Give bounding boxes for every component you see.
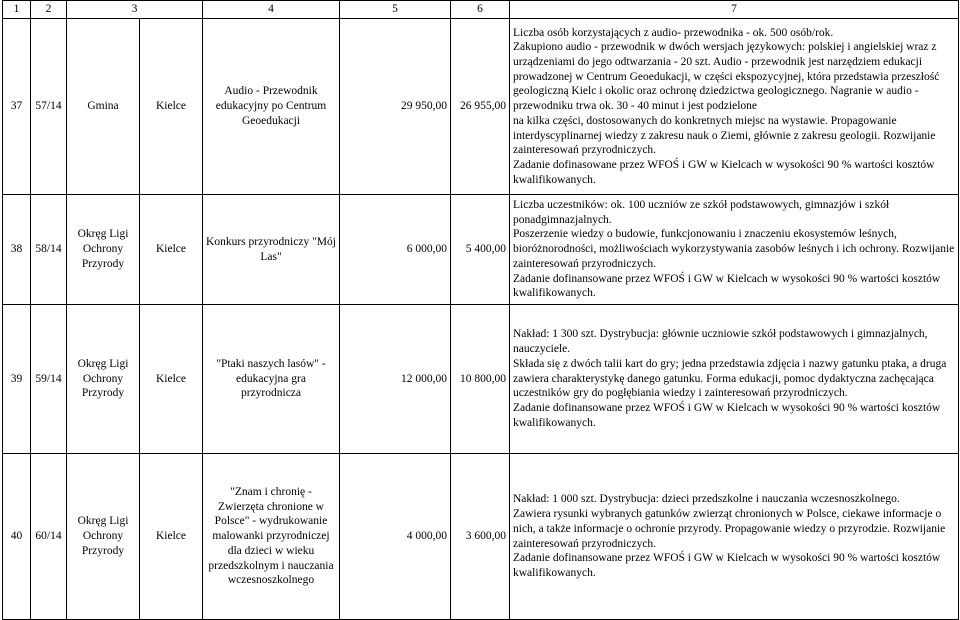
description-line: Zadanie dofinansowane przez WFOŚ i GW w Kielcach w wysokości 90 % wartości kosztów kwalifikowanych.	[513, 272, 941, 300]
header-col-6: 6	[451, 1, 510, 19]
task-description	[510, 195, 959, 305]
table-row	[3, 305, 959, 454]
city: Kielce	[140, 19, 203, 195]
description-line: Zadanie dofinasowane przez WFOŚ i GW w Kielcach w wysokości 90 % wartości kosztów kwalifikowanych.	[513, 159, 935, 186]
table-row	[3, 454, 959, 620]
task-description	[510, 454, 959, 620]
task-title: "Znam i chronię - Zwierzęta chronione w Polsce" - wydrukowanie malowanki przyrodniczej dla dzieci w wieku przedszkolnym i nauczania wczesnoszkolnego	[203, 454, 340, 620]
header-col-4: 4	[203, 1, 340, 19]
description-line: Zadanie dofinansowane przez WFOŚ i GW w Kielcach w wysokości 90 % wartości kosztów kwalifikowanych.	[513, 552, 941, 579]
table-row	[3, 19, 959, 195]
description-line: Składa się z dwóch talii kart do gry; jedna przedstawia zdjęcia i nazwy gatunku ptaka, a druga zawiera charakterystykę danego gatunku. Forma edukacji, pomoc dydaktyczna zachęcająca uczestników gry do pogłębiania wiedzy i zainteresowań przyrodniczych.	[513, 357, 947, 400]
grant-amount: 10 800,00	[451, 305, 510, 454]
table-row	[3, 195, 959, 305]
description-line: Nakład: 1 000 szt. Dystrybucja: dzieci przedszkolne i nauczania wczesnoszkolnego.	[513, 493, 900, 506]
row-number: 40	[3, 454, 31, 620]
task-description	[510, 305, 959, 454]
beneficiary: Okręg Ligi Ochrony Przyrody	[67, 195, 140, 305]
application-number: 58/14	[31, 195, 67, 305]
description-line: Zakupiono audio - przewodnik w dwóch wersjach językowych: polskiej i angielskiej wraz z urządzeniami do jego odtwarzania - 20 szt. Audio - przewodnik jest narzędziem edukacji prowadzonej w Centrum Geoedukacji, w części ekspozycyjnej, która przedstawia przeszłość geologiczną Kielc i okolic oraz ochronę dziedzictwa geologicznego. Nagranie w audio - przewodniku trwa ok. 30 - 40 minut i jest podzielone	[513, 41, 940, 113]
task-description	[510, 19, 959, 195]
city: Kielce	[140, 195, 203, 305]
beneficiary: Okręg Ligi Ochrony Przyrody	[67, 454, 140, 620]
grant-amount: 3 600,00	[451, 454, 510, 620]
task-title: Konkurs przyrodniczy "Mój Las"	[203, 195, 340, 305]
task-title: Audio - Przewodnik edukacyjny po Centrum Geoedukacji	[203, 19, 340, 195]
description-line: Nakład: 1 300 szt. Dystrybucja: głównie uczniowie szkół podstawowych i gimnazjalnych, nauczyciele.	[513, 328, 928, 356]
grant-amount: 5 400,00	[451, 195, 510, 305]
application-number: 57/14	[31, 19, 67, 195]
task-cost: 29 950,00	[340, 19, 451, 195]
description-line: Zadanie dofinansowane przez WFOŚ i GW w Kielcach w wysokości 90 % wartości kosztów kwalifikowanych.	[513, 402, 941, 429]
application-number: 60/14	[31, 454, 67, 620]
task-cost: 12 000,00	[340, 305, 451, 454]
grant-amount: 26 955,00	[451, 19, 510, 195]
description-line: Liczba uczestników: ok. 100 uczniów ze szkół podstawowych, gimnazjów i szkół ponadgimnazjalnych.	[513, 198, 890, 226]
beneficiary: Gmina	[67, 19, 140, 195]
city: Kielce	[140, 454, 203, 620]
header-col-7: 7	[510, 1, 959, 19]
beneficiary: Okręg Ligi Ochrony Przyrody	[67, 305, 140, 454]
grants-table	[2, 0, 959, 620]
header-col-3: 3	[67, 1, 203, 19]
description-line: na kilka części, dostosowanych do konkretnych miejsc na wystawie. Propagowanie interdyscyplinarnej wiedzy z zakresu nauk o Ziemi, głównie z zakresu geologii. Rozwijanie zainteresowań przyrodniczych.	[513, 114, 936, 157]
header-col-1: 1	[3, 1, 31, 19]
row-number: 37	[3, 19, 31, 195]
row-number: 39	[3, 305, 31, 454]
task-cost: 6 000,00	[340, 195, 451, 305]
city: Kielce	[140, 305, 203, 454]
header-row	[3, 1, 959, 19]
row-number: 38	[3, 195, 31, 305]
header-col-2: 2	[31, 1, 67, 19]
description-line: Liczba osób korzystających z audio- przewodnika - ok. 500 osób/rok.	[513, 26, 834, 39]
description-line: Poszerzenie wiedzy o budowie, funkcjonowaniu i znaczeniu ekosystemów leśnych, bioróżnorodności, możliwościach wykorzystywania zasobów leśnych i ich ochrony. Rozwijanie zainteresowań przyrodniczych.	[513, 228, 955, 270]
header-col-5: 5	[340, 1, 451, 19]
task-title: "Ptaki naszych lasów" - edukacyjna gra przyrodnicza	[203, 305, 340, 454]
application-number: 59/14	[31, 305, 67, 454]
task-cost: 4 000,00	[340, 454, 451, 620]
description-line: Zawiera rysunki wybranych gatunków zwierząt chronionych w Polsce, ciekawe informacje o nich, a także informacje o ochronie przyrody. Propagowanie wiedzy o przyrodzie. Rozwijanie zainteresowań przyrodniczych.	[513, 508, 946, 550]
